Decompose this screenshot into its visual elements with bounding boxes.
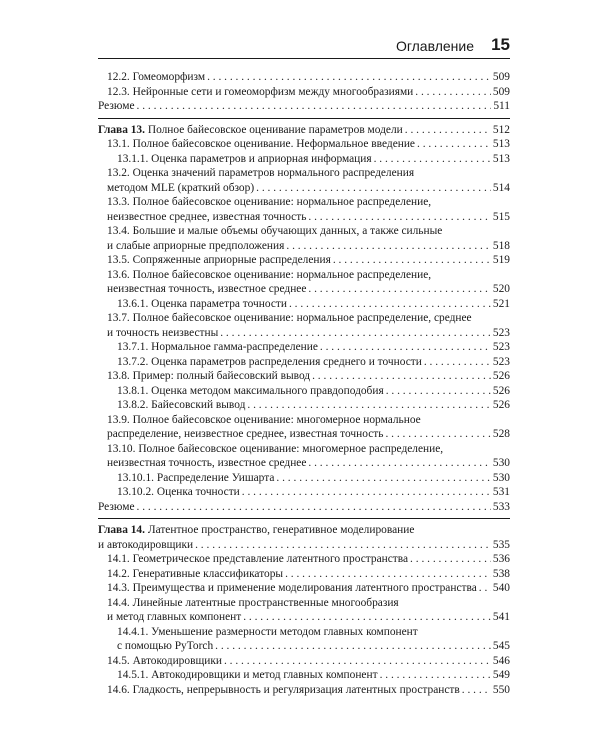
toc-entry-page: 540 <box>492 582 510 594</box>
leader-dots <box>243 610 491 625</box>
toc-entry-page: 533 <box>492 500 510 513</box>
toc-entry-text: 13.7.1. Нормальное гамма-распределение <box>117 341 318 353</box>
toc-entry-page: 513 <box>492 138 510 150</box>
toc-entry-13-6-1[interactable] <box>98 297 510 312</box>
toc-entry-14-1[interactable] <box>98 552 510 567</box>
toc-entry-13-7-1[interactable] <box>98 340 510 355</box>
toc-entry-text: 13.8.1. Оценка методом максимального правдоподобия <box>117 384 384 397</box>
leader-dots <box>289 297 491 312</box>
toc-entry-text: 13.10. Полное байесовское оценивание: многомерное распределение, <box>107 442 444 455</box>
toc-entry-page: 523 <box>492 355 510 368</box>
toc-entry-text: 13.7. Полное байесовское оценивание: нормальное распределение, среднее <box>107 312 472 324</box>
toc-entry-text: 13.5. Сопряженные априорные распределения <box>107 254 331 266</box>
toc-entry-page: 526 <box>492 399 510 411</box>
toc-entry-text: 13.10.1. Распределение Уишарта <box>117 471 275 484</box>
leader-dots <box>405 123 491 138</box>
toc-entry-text: 14.5. Автокодировщики <box>107 654 222 667</box>
leader-dots <box>320 340 491 355</box>
chapter-label: Глава 13. <box>98 123 145 136</box>
toc-entry-page: 550 <box>492 683 510 696</box>
toc-entry-page: 511 <box>493 100 510 112</box>
toc-entry-13-10-2[interactable] <box>98 485 510 500</box>
toc-entry-page: 518 <box>492 239 510 252</box>
toc-entry-13-1[interactable] <box>98 137 510 152</box>
toc-entry-page: 549 <box>492 669 510 681</box>
toc-entry-text: и точность неизвестны <box>107 326 219 339</box>
running-header <box>98 36 510 59</box>
toc-entry-page: 546 <box>492 654 510 667</box>
toc-entry-12-3[interactable] <box>98 85 510 100</box>
toc-entry-text: 14.5.1. Автокодировщики и метод главных компонент <box>117 669 378 681</box>
toc-entry-13-8-2[interactable] <box>98 398 510 413</box>
leader-dots <box>207 70 491 85</box>
toc-entry-text: с помощью PyTorch <box>117 640 214 652</box>
leader-dots <box>385 427 490 442</box>
toc-entry-text: 14.4.1. Уменьшение размерности методом главных компонент <box>117 625 418 638</box>
toc-entry-text: неизвестная точность, известное среднее <box>107 457 307 469</box>
toc-entry-text: 13.8.2. Байесовский вывод <box>117 399 246 411</box>
chapter-title: и автокодировщики <box>98 538 194 551</box>
chapter-label: Глава 14. <box>98 524 145 536</box>
toc-entry-page: 545 <box>492 640 510 652</box>
toc-entry-12-2[interactable] <box>98 70 510 85</box>
header-title: Оглавление <box>395 38 474 54</box>
toc-entry-14-2[interactable] <box>98 567 510 582</box>
leader-dots <box>215 639 491 654</box>
leader-dots <box>380 668 491 683</box>
toc-entry-page: 526 <box>492 384 510 397</box>
toc-entry-13-10[interactable] <box>98 442 510 471</box>
toc-entry-page: 509 <box>492 85 510 98</box>
toc-entry-text: 12.2. Гомеоморфизм <box>107 71 206 83</box>
toc-entry-text: неизвестная точность, известное среднее <box>107 283 307 295</box>
toc-entry-text: 13.1.1. Оценка параметров и априорная информация <box>117 152 372 165</box>
table-of-contents <box>98 70 510 697</box>
toc-entry-13-6[interactable] <box>98 268 510 297</box>
toc-entry-13-9[interactable] <box>98 413 510 442</box>
toc-entry-text: 12.3. Нейронные сети и гомеоморфизм между многообразиями <box>107 85 414 98</box>
toc-entry-summary-13[interactable] <box>98 500 510 515</box>
toc-entry-13-7-2[interactable] <box>98 355 510 370</box>
leader-dots <box>224 654 491 669</box>
toc-entry-text: 13.7.2. Оценка параметров распределения среднего и точности <box>117 355 422 368</box>
toc-entry-13-5[interactable] <box>98 253 510 268</box>
toc-entry-14-6[interactable] <box>98 683 510 698</box>
toc-entry-text: и метод главных компонент <box>107 611 242 623</box>
leader-dots <box>462 683 491 698</box>
toc-entry-page: 541 <box>492 611 510 623</box>
leader-dots <box>424 355 491 370</box>
leader-dots <box>386 384 491 399</box>
toc-entry-13-8-1[interactable] <box>98 384 510 399</box>
toc-entry-13-3[interactable] <box>98 195 510 224</box>
toc-entry-page: 535 <box>492 538 510 551</box>
page-number: 15 <box>491 35 510 54</box>
toc-entry-14-4[interactable] <box>98 596 510 625</box>
toc-entry-text: неизвестное среднее, известная точность <box>107 210 307 223</box>
toc-entry-page: 509 <box>492 71 510 83</box>
leader-dots <box>410 552 491 567</box>
leader-dots <box>137 99 492 114</box>
toc-entry-13-10-1[interactable] <box>98 471 510 486</box>
toc-chapter-14[interactable] <box>98 523 510 552</box>
leader-dots <box>285 567 491 582</box>
chapter-title: Полное байесовское оценивание параметров модели <box>147 123 403 136</box>
toc-entry-text: распределение, неизвестное среднее, известная точность <box>107 428 384 440</box>
toc-entry-13-7[interactable] <box>98 311 510 340</box>
toc-entry-page: 526 <box>492 370 510 382</box>
toc-entry-text: 14.1. Геометрическое представление латентного пространства <box>107 553 409 565</box>
leader-dots <box>137 500 491 515</box>
leader-dots <box>308 456 491 471</box>
toc-entry-text: 14.6. Гладкость, непрерывность и регуляризация латентных пространств <box>107 683 460 696</box>
toc-entry-page: 528 <box>492 428 510 440</box>
toc-entry-13-1-1[interactable] <box>98 152 510 167</box>
toc-entry-page: 521 <box>492 297 510 310</box>
divider <box>98 118 510 119</box>
toc-entry-text: 13.6.1. Оценка параметра точности <box>117 297 287 310</box>
toc-chapter-13[interactable] <box>98 123 510 138</box>
toc-entry-page: 530 <box>492 471 510 484</box>
toc-entry-14-4-1[interactable] <box>98 625 510 654</box>
leader-dots <box>479 581 491 596</box>
toc-entry-14-5-1[interactable] <box>98 668 510 683</box>
toc-entry-13-4[interactable] <box>98 224 510 253</box>
toc-entry-page: 538 <box>492 567 510 580</box>
toc-entry-text: 13.4. Большие и малые объемы обучающих данных, а также сильные <box>107 225 443 237</box>
toc-entry-text: 13.8. Пример: полный байесовский вывод <box>107 370 311 382</box>
toc-entry-text: 13.9. Полное байесовское оценивание: многомерное нормальное <box>107 413 421 426</box>
toc-entry-page: 520 <box>492 283 510 295</box>
leader-dots <box>417 137 491 152</box>
toc-entry-summary-12[interactable] <box>98 99 510 114</box>
toc-entry-page: 523 <box>492 341 510 353</box>
leader-dots <box>333 253 491 268</box>
leader-dots <box>374 152 491 167</box>
toc-entry-14-5[interactable] <box>98 654 510 669</box>
toc-entry-text: 13.10.2. Оценка точности <box>117 486 240 498</box>
toc-entry-text: Резюме <box>98 500 135 513</box>
toc-entry-page: 514 <box>492 181 510 194</box>
leader-dots <box>242 485 491 500</box>
leader-dots <box>308 210 491 225</box>
leader-dots <box>308 282 491 297</box>
toc-entry-page: 512 <box>492 123 510 136</box>
toc-entry-page: 513 <box>492 152 510 165</box>
toc-entry-page: 531 <box>492 486 510 498</box>
toc-entry-text: 14.4. Линейные латентные пространственные многообразия <box>107 596 399 609</box>
toc-entry-text: Резюме <box>98 100 135 112</box>
leader-dots <box>220 326 491 341</box>
toc-entry-text: 13.6. Полное байесовское оценивание: нормальное распределение, <box>107 268 432 281</box>
toc-entry-14-3[interactable] <box>98 581 510 596</box>
toc-entry-page: 536 <box>492 553 510 565</box>
leader-dots <box>312 369 491 384</box>
toc-entry-page: 523 <box>492 326 510 339</box>
toc-entry-page: 530 <box>492 457 510 469</box>
leader-dots <box>415 85 491 100</box>
toc-entry-page: 519 <box>492 254 510 266</box>
toc-entry-text: методом MLE (краткий обзор) <box>107 181 255 194</box>
leader-dots <box>247 398 491 413</box>
divider <box>98 518 510 519</box>
toc-entry-text: 13.1. Полное байесовское оценивание. Неформальное введение <box>107 138 415 150</box>
toc-entry-13-8[interactable] <box>98 369 510 384</box>
toc-entry-text: 13.3. Полное байесовское оценивание: нормальное распределение, <box>107 196 432 208</box>
toc-entry-page: 515 <box>492 210 510 223</box>
toc-entry-13-2[interactable] <box>98 166 510 195</box>
leader-dots <box>276 471 491 486</box>
leader-dots <box>286 239 491 254</box>
leader-dots <box>256 181 491 196</box>
chapter-title: Латентное пространство, генеративное моделирование <box>147 524 415 536</box>
toc-entry-text: 13.2. Оценка значений параметров нормального распределения <box>107 167 415 179</box>
leader-dots <box>195 538 491 553</box>
toc-entry-text: 14.3. Преимущества и применение моделирования латентного пространства <box>107 582 477 594</box>
toc-entry-text: 14.2. Генеративные классификаторы <box>107 567 284 580</box>
toc-entry-text: и слабые априорные предположения <box>107 239 285 252</box>
